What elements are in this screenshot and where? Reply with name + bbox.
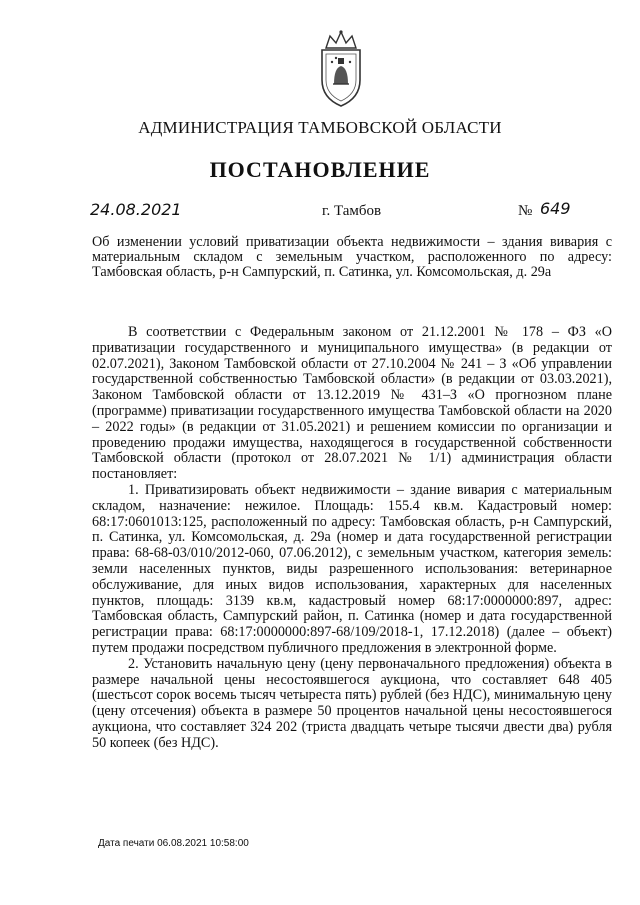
document-date-handwritten: 24.08.2021 <box>90 200 182 219</box>
preamble-paragraph: В соответствии с Федеральным законом от 21.12.2001 № 178 – ФЗ «О приватизации государственного и муниципального имущества» (в редакции от 02.07.2021), Законом Тамбовской области от 27.10.2004 № 241 – З «Об управлении государственной собственностью Тамбовской области» (в редакции от 03.03.2021), Законом Тамбовской области от 13.12.2019 № 431–З «О прогнозном плане (программе) приватизации государственного имущества Тамбовской области на 2020 – 2022 годы» (в редакции от 31.05.2021) и решением комиссии по организации и проведению продажи имущества, находящегося в государственной собственности Тамбовской области (протокол от 28.07.2021 № 1/1) администрация области постановляет: <box>92 324 612 483</box>
tambov-coat-of-arms-emblem <box>316 28 366 110</box>
document-city: г. Тамбов <box>322 203 382 219</box>
print-date-footer: Дата печати 06.08.2021 10:58:00 <box>98 838 249 849</box>
document-number-label: № <box>518 203 533 219</box>
document-body <box>92 325 612 752</box>
clause-1-paragraph: 1. Приватизировать объект недвижимости – здание вивария с материальным складом, назначение: нежилое. Площадь: 155.4 кв.м. Кадастровый номер: 68:17:0601013:125, расположенный по адресу: Тамбовская область, р-н Сампурский, п. Сатинка, ул. Комсомольская, д. 29а (номер и дата государственной регистрации права: 68-68-03/010/2012-060, 07.06.2012), с земельным участком, категория земель: земли населенных пунктов, виды разрешенного использования: ветеринарное обслуживание, для иных видов использования, характерных для населенных пунктов, площадь: 3139 кв.м, кадастровый номер 68:17:0000000:897, адрес: Тамбовская область, Сампурский район, п. Сатинка (номер и дата государственной регистрации права: 68:17:0000000:897-68/109/2018-1, 17.12.2018) (далее – объект) путем продажи посредством публичного предложения в электронной форме. <box>92 481 612 656</box>
clause-2-paragraph: 2. Установить начальную цену (цену первоначального предложения) объекта в размере начальной цены несостоявшегося аукциона, что составляет 648 405 (шестьсот сорок восемь тысяч четыреста пять) рублей (без НДС), минимальную цену (цену отсечения) объекта в размере 50 процентов начальной цены несостоявшегося аукциона, что составляет 324 202 (триста двадцать четыре тысячи двести два) рубля 50 копеек (без НДС). <box>92 655 612 751</box>
organization-name: АДМИНИСТРАЦИЯ ТАМБОВСКОЙ ОБЛАСТИ <box>138 118 502 137</box>
document-number-handwritten: 649 <box>540 199 571 218</box>
document-type-title: ПОСТАНОВЛЕНИЕ <box>209 157 431 182</box>
document-subject: Об изменении условий приватизации объекта недвижимости – здания вивария с материальным складом с земельным участком, расположенного по адресу: Тамбовская область, р-н Сампурский, п. Сатинка, ул. Комсомольская, д. 29а <box>92 234 612 280</box>
